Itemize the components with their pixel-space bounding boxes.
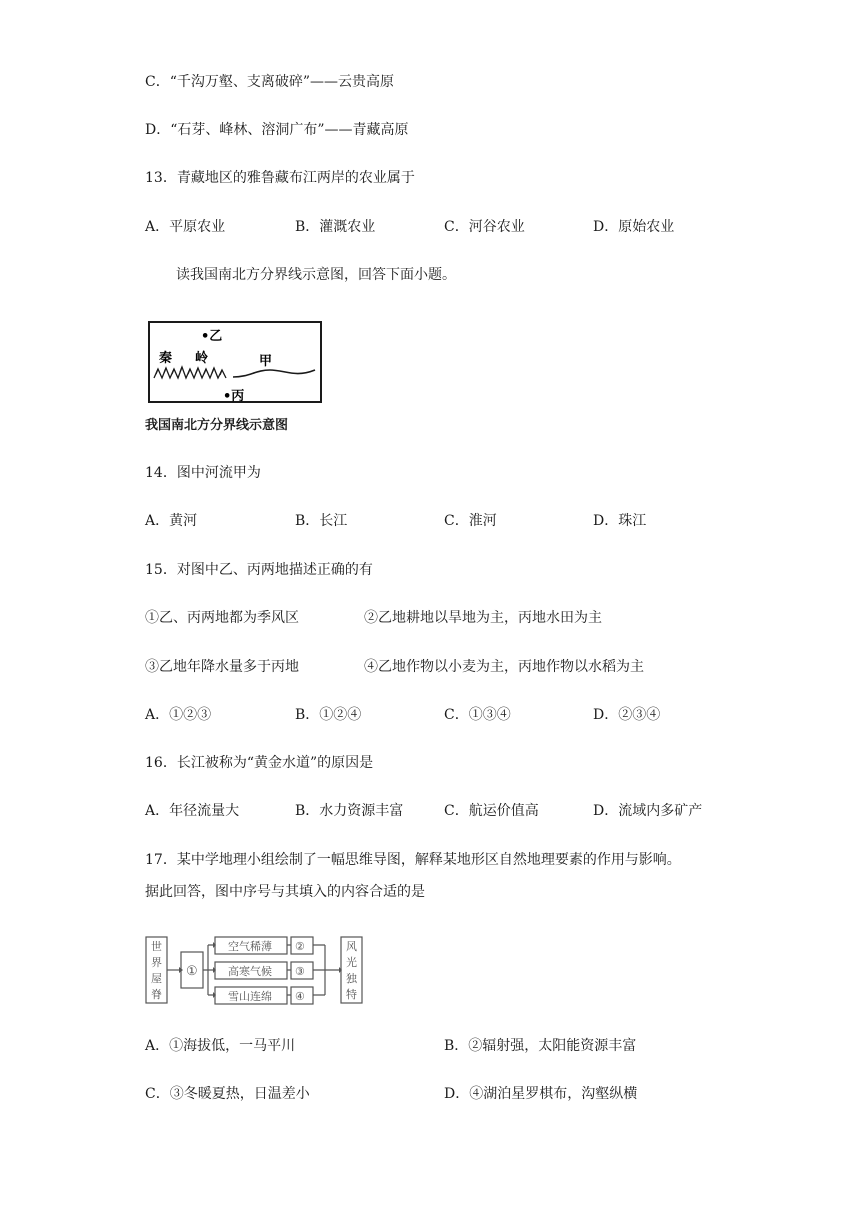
mountain-label-1: 秦 [159,351,173,366]
q17-option-d: D．④湖泊星罗棋布，沟壑纵横 [444,1086,638,1102]
q14-option-d: D．珠江 [593,513,647,529]
left-box-char-2: 界 [151,956,162,969]
q13-option-c: C．河谷农业 [444,219,525,235]
result-label-4: ④ [295,990,305,1003]
q17-option-a: A．①海拔低，一马平川 [145,1038,296,1054]
q15-statement-2: ②乙地耕地以旱地为主，丙地水田为主 [364,610,602,626]
q15-option-c: C．①③④ [444,707,511,723]
right-box-char-2: 光 [346,956,357,969]
q12-option-d: D．“石芽、峰林、溶洞广布”——青藏高原 [145,122,409,138]
q15-stem: 15．对图中乙、丙两地描述正确的有 [145,562,373,578]
point-north-label: •乙 [201,329,223,344]
q15-statement-3: ③乙地年降水量多于丙地 [145,659,299,675]
branch-label-3: 雪山连绵 [228,990,272,1003]
q16-option-d: D．流域内多矿产 [593,803,703,819]
right-box-char-1: 风 [346,940,357,953]
right-box-char-4: 特 [346,988,357,1001]
point-south-label: •丙 [223,389,245,404]
intro-q14-16: 读我国南北方分界线示意图，回答下面小题。 [176,267,456,283]
right-box-char-3: 独 [346,972,357,985]
mind-map-drawing [145,935,365,1007]
result-label-2: ② [295,940,305,953]
q16-option-b: B．水力资源丰富 [295,803,404,819]
mountain-range-icon [154,367,226,378]
q13-option-a: A．平原农业 [145,219,226,235]
q13-option-d: D．原始农业 [593,219,675,235]
map-drawing [145,318,325,408]
left-box-char-3: 屋 [151,972,162,985]
river-label: 甲 [259,354,273,369]
q14-option-a: A．黄河 [145,513,198,529]
map-caption: 我国南北方分界线示意图 [145,418,289,433]
q15-option-b: B．①②④ [295,707,362,723]
q16-stem: 16．长江被称为“黄金水道”的原因是 [145,755,374,771]
q14-option-b: B．长江 [295,513,348,529]
q17-option-c: C．③冬暖夏热，日温差小 [145,1086,310,1102]
result-label-3: ③ [295,965,305,978]
left-box-char-4: 脊 [151,988,162,1001]
q15-statement-4: ④乙地作物以小麦为主，丙地作物以水稻为主 [364,659,644,675]
river-line [233,370,315,377]
q15-option-a: A．①②③ [145,707,212,723]
branch-label-2: 高寒气候 [228,965,272,978]
center-node-label: ① [186,964,198,979]
north-south-boundary-map [145,318,325,433]
q17-stem-line2: 据此回答，图中序号与其填入的内容合适的是 [145,884,425,900]
q13-stem: 13．青藏地区的雅鲁藏布江两岸的农业属于 [145,170,415,186]
q14-stem: 14．图中河流甲为 [145,465,261,481]
q15-statement-1: ①乙、丙两地都为季风区 [145,610,299,626]
q16-option-a: A．年径流量大 [145,803,240,819]
left-box-char-1: 世 [151,940,162,953]
q16-option-c: C．航运价值高 [444,803,539,819]
q17-stem-line1: 17．某中学地理小组绘制了一幅思维导图，解释某地形区自然地理要素的作用与影响。 [145,852,681,868]
mind-map-figure [145,935,365,1007]
q15-option-d: D．②③④ [593,707,661,723]
q14-option-c: C．淮河 [444,513,497,529]
mountain-label-2: 岭 [195,351,209,366]
q13-option-b: B．灌溉农业 [295,219,376,235]
q17-option-b: B．②辐射强，太阳能资源丰富 [444,1038,637,1054]
q12-option-c: C．“千沟万壑、支离破碎”——云贵高原 [145,74,395,90]
branch-label-1: 空气稀薄 [228,940,272,953]
